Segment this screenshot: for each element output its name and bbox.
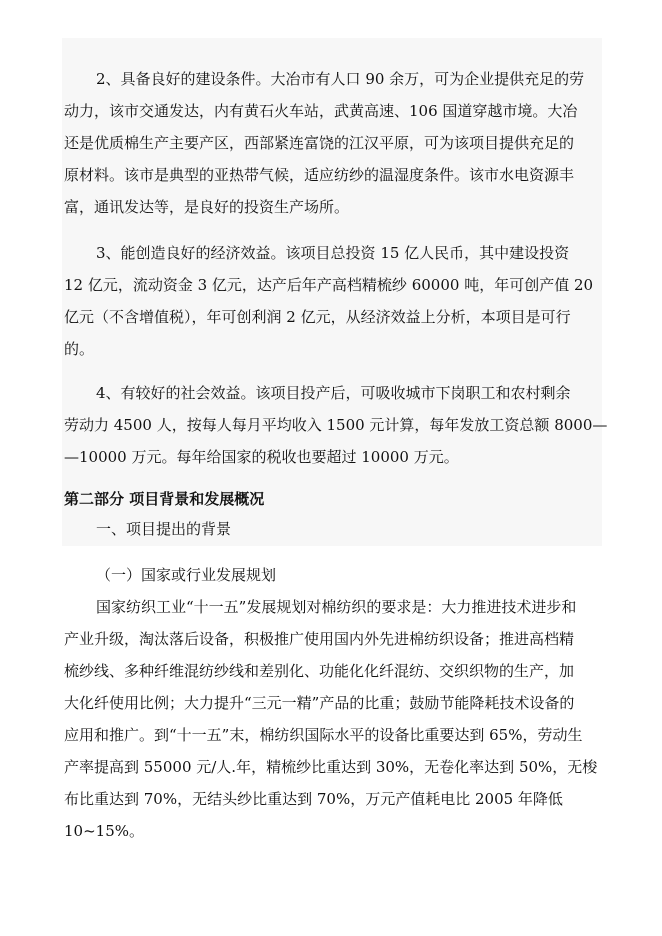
subsection-title: 一、项目提出的背景 <box>96 520 232 538</box>
part-title: 第二部分 项目背景和发展概况 <box>64 490 265 508</box>
paragraph-5-line-3: 梳纱线、多种纤维混纺纱线和差别化、功能化化纤混纺、交织织物的生产，加 <box>64 662 575 680</box>
paragraph-5-line-5: 应用和推广。到“十一五”末，棉纺织国际水平的设备比重要达到 65%，劳动生 <box>64 726 583 744</box>
paragraph-2-line-2: 动力，该市交通发达，内有黄石火车站，武黄高速、106 国道穿越市境。大冶 <box>64 102 578 120</box>
paragraph-3-line-1: 3、能创造良好的经济效益。该项目总投资 15 亿人民币，其中建设投资 <box>96 244 570 262</box>
paragraph-5-line-2: 产业升级，淘汰落后设备，积极推广使用国内外先进棉纺织设备；推进高档精 <box>64 630 575 648</box>
paragraph-4-line-3: —10000 万元。每年给国家的税收也要超过 10000 万元。 <box>64 448 459 466</box>
paragraph-3-line-4: 的。 <box>64 340 95 358</box>
sub-subsection-title: （一）国家或行业发展规划 <box>96 566 277 584</box>
paragraph-4-line-1: 4、有较好的社会效益。该项目投产后，可吸收城市下岗职工和农村剩余 <box>96 384 571 402</box>
paragraph-2-line-1: 2、具备良好的建设条件。大冶市有人口 90 余万，可为企业提供充足的劳 <box>96 70 585 88</box>
paragraph-2-line-5: 富，通讯发达等，是良好的投资生产场所。 <box>64 198 350 216</box>
paragraph-4-line-2: 劳动力 4500 人，按每人每月平均收入 1500 元计算，每年发放工资总额 8000— <box>64 416 608 434</box>
paragraph-2-line-3: 还是优质棉生产主要产区，西部紧连富饶的江汉平原，可为该项目提供充足的 <box>64 134 575 152</box>
paragraph-2-line-4: 原材料。该市是典型的亚热带气候，适应纺纱的温湿度条件。该市水电资源丰 <box>64 166 575 184</box>
paragraph-3-line-3: 亿元（不含增值税），年可创利润 2 亿元，从经济效益上分析，本项目是可行 <box>64 308 571 326</box>
paragraph-3-line-2: 12 亿元，流动资金 3 亿元，达产后年产高档精梳纱 60000 吨，年可创产值 20 <box>64 276 594 294</box>
paragraph-5-line-8: 10~15%。 <box>64 822 144 840</box>
paragraph-5-line-6: 产率提高到 55000 元/人.年，精梳纱比重达到 30%，无卷化率达到 50%，无梭 <box>64 758 598 776</box>
paragraph-5-line-7: 布比重达到 70%，无结头纱比重达到 70%，万元产值耗电比 2005 年降低 <box>64 790 563 808</box>
paragraph-5-line-4: 大化纤使用比例；大力提升“三元一精”产品的比重；鼓励节能降耗技术设备的 <box>64 694 575 712</box>
paragraph-5-line-1: 国家纺织工业“十一五”发展规划对棉纺织的要求是：大力推进技术进步和 <box>96 598 577 616</box>
